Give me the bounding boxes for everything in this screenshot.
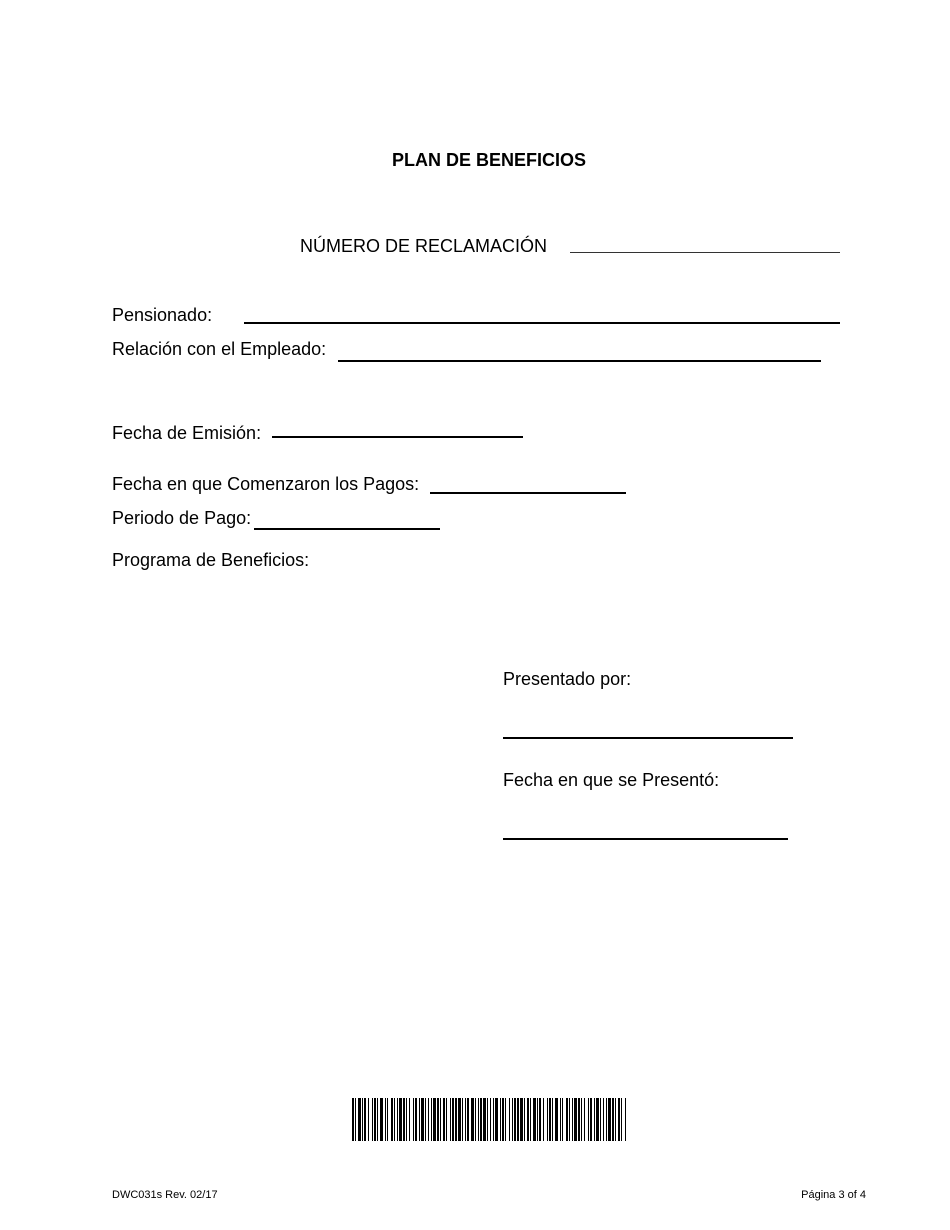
fecha-presento-line[interactable] xyxy=(503,838,788,840)
pensionado-line[interactable] xyxy=(244,322,840,324)
presentado-por-label: Presentado por: xyxy=(503,669,632,689)
fecha-pagos-line[interactable] xyxy=(430,492,626,494)
barcode-icon xyxy=(352,1098,627,1141)
fecha-emision-line[interactable] xyxy=(272,436,523,438)
programa-label: Programa de Beneficios: xyxy=(112,550,310,570)
presentado-por-line[interactable] xyxy=(503,737,793,739)
periodo-pago-label: Periodo de Pago: xyxy=(112,508,252,528)
page-number: Página 3 of 4 xyxy=(801,1189,866,1201)
fecha-emision-label: Fecha de Emisión: xyxy=(112,423,262,443)
claim-number-label: NÚMERO DE RECLAMACIÓN xyxy=(300,236,548,256)
periodo-pago-line[interactable] xyxy=(254,528,440,530)
relacion-label: Relación con el Empleado: xyxy=(112,339,327,359)
claim-number-line[interactable] xyxy=(570,252,840,253)
pensionado-label: Pensionado: xyxy=(112,305,213,325)
fecha-presento-label: Fecha en que se Presentó: xyxy=(503,770,720,790)
form-code: DWC031s Rev. 02/17 xyxy=(112,1189,218,1201)
fecha-pagos-label: Fecha en que Comenzaron los Pagos: xyxy=(112,474,420,494)
relacion-line[interactable] xyxy=(338,360,821,362)
form-title: PLAN DE BENEFICIOS xyxy=(391,150,587,170)
